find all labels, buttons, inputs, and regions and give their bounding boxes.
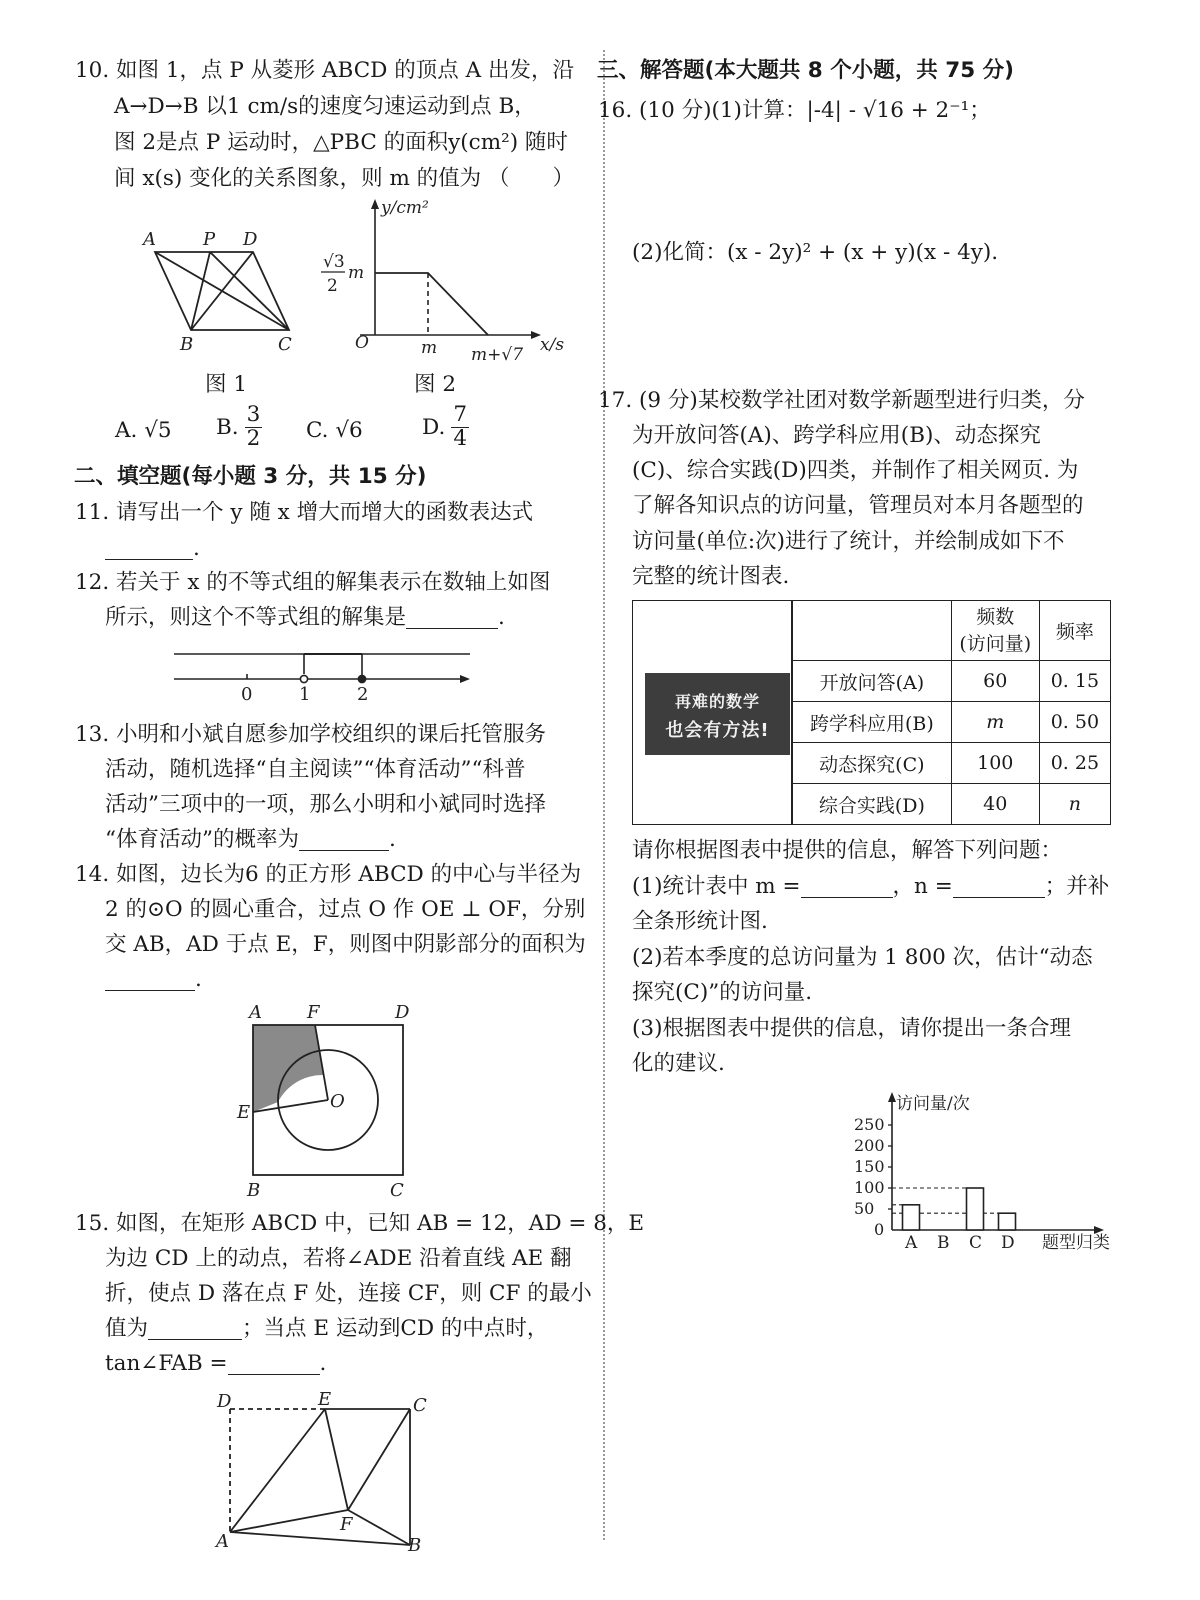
tick-2: 2 <box>357 684 369 705</box>
q14-label-a: A <box>249 1002 262 1023</box>
x-tick-m-plus-root7: m+√7 <box>471 345 524 365</box>
y-tick-label: 0 <box>874 1220 885 1239</box>
segment-ae <box>230 1409 325 1532</box>
q10-line-3: 图 2是点 P 运动时，△PBC 的面积y(cm²) 随时 <box>114 130 568 155</box>
segment-ef <box>325 1409 348 1510</box>
q14-blank[interactable] <box>105 989 195 991</box>
q15-label-d: D <box>217 1391 232 1412</box>
q12-blank[interactable] <box>406 627 498 629</box>
q14-line-3: 交 AB，AD 于点 E，F，则图中阴影部分的面积为 <box>105 932 586 957</box>
q11-line-1: 11. 请写出一个 y 随 x 增大而增大的函数表达式 <box>75 500 534 525</box>
category-label-B: B <box>937 1233 950 1253</box>
table-header-row <box>793 601 1111 661</box>
section-2-title: 二、填空题(每小题 3 分，共 15 分) <box>74 464 427 489</box>
section-3-title: 三、解答题(本大题共 8 个小题，共 75 分) <box>597 58 1014 83</box>
q10-option-d: D. 7 4 <box>422 402 467 451</box>
segment-cf <box>348 1409 410 1510</box>
q17-intro-1: 17. (9 分)某校数学社团对数学新题型进行归类，分 <box>598 388 1085 413</box>
q17-bar-chart <box>832 1085 1122 1260</box>
q14-label-e: E <box>237 1102 251 1123</box>
table-row: 综合实践(D) 40 n <box>793 784 1111 825</box>
fig1-caption: 图 1 <box>205 372 248 397</box>
q10-line-4: 间 x(s) 变化的关系图象，则 m 的值为 （ ） <box>114 166 574 191</box>
q12-line-1: 12. 若关于 x 的不等式组的解集表示在数轴上如图 <box>75 570 551 595</box>
q16-part-2: (2)化简：(x - 2y)² + (x + y)(x - 4y). <box>632 240 999 265</box>
q14-label-d: D <box>395 1002 410 1023</box>
q12-line-2: 所示，则这个不等式组的解集是 . <box>105 605 505 630</box>
q13-blank[interactable] <box>299 849 389 851</box>
fig1-label-d: D <box>243 229 258 250</box>
q11-answer-line: . <box>105 538 200 560</box>
q15-line-3: 折，使点 D 落在点 F 处，连接 CF，则 CF 的最小 <box>105 1281 592 1306</box>
y-tick-numerator: √3 <box>323 252 345 272</box>
q14-figure <box>235 1000 425 1205</box>
q15-label-f: F <box>340 1514 353 1535</box>
x-tick-m: m <box>421 338 438 358</box>
fig1-label-b: B <box>180 334 194 355</box>
table-row: 开放问答(A) 60 0. 15 <box>793 661 1111 702</box>
tick-0: 0 <box>241 684 253 705</box>
q17-blank-m[interactable] <box>801 896 893 898</box>
q15-line-4: 值为 ；当点 E 运动到CD 的中点时， <box>105 1316 549 1341</box>
q17-part-2: (2)若本季度的总访问量为 1 800 次，估计“动态 <box>632 945 1093 970</box>
table-row: 跨学科应用(B) m 0. 50 <box>793 702 1111 743</box>
fig1-label-p: P <box>203 229 216 250</box>
category-label-A: A <box>905 1233 918 1253</box>
header-frequency: 频数 (访问量) <box>951 601 1039 661</box>
q17-part-1: (1)统计表中 m = ，n = ；并补 <box>632 874 1110 899</box>
q10-option-a: A. √5 <box>115 418 172 443</box>
bar-C <box>967 1188 984 1230</box>
chart-y-arrow <box>888 1092 896 1102</box>
table-row: 动态探究(C) 100 0. 25 <box>793 743 1111 784</box>
q15-line-1: 15. 如图，在矩形 ABCD 中，已知 AB = 12，AD = 8，E <box>75 1211 645 1236</box>
graph-line <box>375 273 488 335</box>
table-banner-cell <box>632 600 792 825</box>
banner-line-2: 也会有方法! <box>665 720 770 741</box>
y-tick-label: 200 <box>854 1136 885 1155</box>
y-tick-label: 50 <box>854 1199 875 1218</box>
q10-option-c: C. √6 <box>306 418 363 443</box>
y-axis-label: y/cm² <box>381 198 429 218</box>
y-tick-label: 100 <box>854 1178 885 1197</box>
q15-label-a: A <box>216 1531 229 1552</box>
q15-label-c: C <box>413 1395 427 1416</box>
q14-line-1: 14. 如图，边长为6 的正方形 ABCD 的中心与半径为 <box>75 862 582 887</box>
website-banner <box>645 673 790 755</box>
segment-ab <box>230 1532 410 1545</box>
q17-intro-6: 完整的统计图表. <box>632 564 790 589</box>
q17-intro-3: (C)、综合实践(D)四类，并制作了相关网页. 为 <box>632 458 1079 483</box>
q17-part-1-cont: 全条形统计图. <box>632 909 768 934</box>
q17-intro-2: 为开放问答(A)、跨学科应用(B)、动态探究 <box>632 423 1041 448</box>
fig1-label-c: C <box>278 334 292 355</box>
q14-label-b: B <box>247 1180 261 1201</box>
q15-figure <box>210 1385 440 1555</box>
q17-blank-n[interactable] <box>953 896 1045 898</box>
q13-line-2: 活动，随机选择“自主阅读”“体育活动”“科普 <box>105 757 526 782</box>
q14-label-f: F <box>307 1002 320 1023</box>
q13-line-3: 活动”三项中的一项，那么小明和小斌同时选择 <box>105 792 546 817</box>
q16-part-1: 16. (10 分)(1)计算：|-4| - √16 + 2⁻¹； <box>598 98 991 123</box>
q15-blank-1[interactable] <box>148 1338 242 1340</box>
q10-figure-2 <box>315 195 615 370</box>
fig2-caption: 图 2 <box>414 372 457 397</box>
tick-1: 1 <box>299 684 311 705</box>
banner-line-1: 再难的数学 <box>674 692 760 711</box>
y-tick-denominator: 2 <box>327 276 338 296</box>
q10-option-b: B. 3 2 <box>216 402 261 451</box>
q17-prompt: 请你根据图表中提供的信息，解答下列问题： <box>632 838 1063 863</box>
y-tick-label: 250 <box>854 1115 885 1134</box>
fig1-label-a: A <box>143 229 156 250</box>
q15-line-2: 为边 CD 上的动点，若将∠ADE 沿着直线 AE 翻 <box>105 1246 572 1271</box>
q17-intro-5: 访问量(单位:次)进行了统计，并绘制成如下不 <box>632 529 1065 554</box>
q17-part-2-cont: 探究(C)”的访问量. <box>632 980 813 1005</box>
x-axis-label: x/s <box>540 335 565 355</box>
q14-label-c: C <box>390 1180 404 1201</box>
q15-line-5: tan∠FAB = . <box>105 1351 327 1376</box>
q17-part-3-cont: 化的建议. <box>632 1051 725 1076</box>
q13-line-1: 13. 小明和小斌自愿参加学校组织的课后托管服务 <box>75 722 547 747</box>
q14-line-2: 2 的⊙O 的圆心重合，过点 O 作 OE ⊥ OF，分别 <box>105 897 586 922</box>
y-tick-m: m <box>348 263 365 283</box>
chart-y-label: 访问量/次 <box>896 1094 970 1114</box>
shaded-region <box>253 1025 323 1112</box>
q15-label-e: E <box>318 1389 332 1410</box>
bar-A <box>903 1205 920 1230</box>
q14-line-4: . <box>105 969 202 991</box>
statistics-table <box>792 600 1111 825</box>
q10-figure-1 <box>130 225 310 355</box>
bar-D <box>999 1213 1016 1230</box>
y-axis-arrow <box>371 199 379 209</box>
chart-x-label: 题型归类 <box>1042 1233 1110 1253</box>
q10-line-1: 10. 如图 1，点 P 从菱形 ABCD 的顶点 A 出发，沿 <box>75 58 574 83</box>
q10-line-2: A→D→B 以1 cm/s的速度匀速运动到点 B， <box>114 94 536 119</box>
q14-label-o: O <box>330 1091 345 1112</box>
y-tick-label: 150 <box>854 1157 885 1176</box>
q13-line-4: “体育活动”的概率为 . <box>105 827 396 852</box>
segment-af <box>230 1510 348 1532</box>
q12-number-line <box>170 640 480 705</box>
segment-fb <box>348 1510 410 1545</box>
header-rate: 频率 <box>1039 601 1110 661</box>
category-label-C: C <box>969 1233 983 1253</box>
q15-blank-2[interactable] <box>228 1373 320 1375</box>
origin-label: O <box>355 333 369 353</box>
header-empty <box>793 601 952 661</box>
category-label-D: D <box>1001 1233 1015 1253</box>
q17-part-3: (3)根据图表中提供的信息，请你提出一条合理 <box>632 1016 1071 1041</box>
q15-label-b: B <box>408 1535 422 1555</box>
q17-intro-4: 了解各知识点的访问量，管理员对本月各题型的 <box>632 493 1084 518</box>
q11-blank[interactable] <box>105 558 193 560</box>
